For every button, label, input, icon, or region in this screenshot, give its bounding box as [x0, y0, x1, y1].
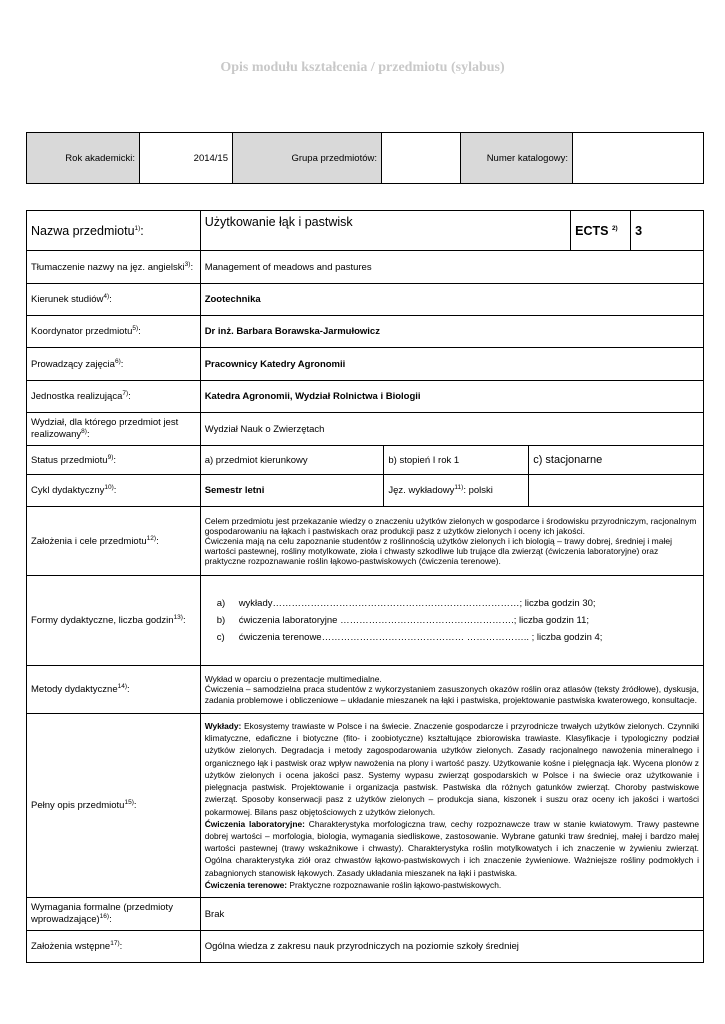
grupa-label: Grupa przedmiotów:: [233, 133, 382, 184]
kierunek-value: Zootechnika: [200, 284, 703, 316]
grupa-value: [382, 133, 461, 184]
rok-value: 2014/15: [140, 133, 233, 184]
status-c: c) stacjonarne: [529, 446, 704, 475]
prowadzacy-value: Pracownicy Katedry Agronomii: [200, 348, 703, 381]
cykl-value: Semestr letni: [200, 475, 384, 507]
jednostka-value: Katedra Agronomii, Wydział Rolnictwa i Biologii: [200, 381, 703, 413]
metody-value: Wykład w oparciu o prezentacje multimedialne. Ćwiczenia – samodzielna praca studentów z wykorzystaniem zasuszonych okazów roślin oraz atlasów (teksty źródłowe), dyskusja, zadania problemowe i obliczeniowe – układanie mieszanek na łąki i pastwiska, projektowanie pastwiska kwaterowego, konsultacje.: [200, 666, 703, 714]
formy-label: Formy dydaktyczne, liczba godzin$^{13)}$:: [27, 576, 201, 666]
metody-label: Metody dydaktyczne$^{14)}$:: [27, 666, 201, 714]
koordynator-value: Dr inż. Barbara Borawska-Jarmułowicz: [200, 316, 703, 348]
ects-label: ECTS $^{2)}$: [571, 211, 631, 251]
formy-value: [200, 576, 703, 666]
wydzial-value: Wydział Nauk o Zwierzętach: [200, 413, 703, 446]
tlumaczenie-value: Management of meadows and pastures: [200, 251, 703, 284]
wstepne-value: Ogólna wiedza z zakresu nauk przyrodniczych na poziomie szkoły średniej: [200, 931, 703, 963]
koordynator-label: Koordynator przedmiotu$^{5)}$:: [27, 316, 201, 348]
page-title: Opis modułu kształcenia / przedmiotu (sylabus): [220, 60, 505, 75]
syllabus-table: [26, 210, 704, 963]
status-a: a) przedmiot kierunkowy: [200, 446, 384, 475]
jezyk: Jęz. wykładowy$^{11)}$: polski: [384, 475, 529, 507]
header-table: [26, 132, 704, 184]
formy-item-terenowe: c) ćwiczenia terenowe……………………………………… ……………….. ; liczba godzin 4;: [216, 632, 603, 643]
prowadzacy-label: Prowadzący zajęcia$^{6)}$:: [27, 348, 201, 381]
rok-label: Rok akademicki:: [27, 133, 140, 184]
formy-item-laboratoryjne: b) ćwiczenia laboratoryjne ……………………………………………….; liczba godzin 11;: [216, 615, 590, 626]
kierunek-label: Kierunek studiów$^{4)}$:: [27, 284, 201, 316]
pelny-label: Pełny opis przedmiotu$^{15)}$:: [27, 714, 201, 898]
wymagania-label: Wymagania formalne (przedmioty wprowadzające)$^{16)}$:: [27, 898, 201, 931]
jednostka-label: Jednostka realizująca$^{7)}$:: [27, 381, 201, 413]
status-label: Status przedmiotu$^{9)}$:: [27, 446, 201, 475]
cykl-label: Cykl dydaktyczny$^{10)}$:: [27, 475, 201, 507]
numer-value: [573, 133, 704, 184]
status-b: b) stopień I rok 1: [384, 446, 529, 475]
nazwa-label: Nazwa przedmiotu$^{1)}$:: [27, 211, 201, 251]
nazwa-value: Użytkowanie łąk i pastwisk: [200, 211, 570, 251]
ects-value: 3: [631, 211, 704, 251]
wstepne-label: Założenia wstępne$^{17)}$:: [27, 931, 201, 963]
numer-label: Numer katalogowy:: [461, 133, 573, 184]
cykl-empty: [529, 475, 704, 507]
tlumaczenie-label: Tłumaczenie nazwy na jęz. angielski$^{3)}$:: [27, 251, 201, 284]
zalozenia-label: Założenia i cele przedmiotu$^{12)}$:: [27, 507, 201, 576]
wymagania-value: Brak: [200, 898, 703, 931]
formy-item-wyklady: a) wykłady……………………………………………………………………; liczba godzin 30;: [216, 598, 596, 609]
pelny-value: Wykłady: Ekosystemy trawiaste w Polsce i na świecie. Znaczenie gospodarcze i przyrodnicze trwałych użytków zielonych. Czynniki klimatyczne, edaficzne i biotyczne (fito- i zoobiotyczne) kształtujące zbiorowiska trawiaste. Klasyfikacje i typologiczny podział użytków zielonych. Degradacja i metody zagospodarowania użytków zielonych. Zasady racjonalnego nawożenia mineralnego i organicznego łąk i pastwisk oraz wpływ nawożenia na plony i wartość paszy. Użytkowanie kośne i pielęgnacja łąk. Wycena plonów z użytków zielonych i ocena jakości pasz. Systemy wypasu zwierząt gospodarskich w Polsce i na świecie oraz użytkowanie i pielęgnacja pastwisk. Projektowanie i organizacja pastwisk. Pastwiska dla różnych gatunków zwierząt. Choroby pastwiskowe zwierząt. Sposoby konserwacji pasz z użytków zielonych – produkcja siana, kiszonek i suszu oraz oceny ich jakości i wartości pokarmowej. Bilans pasz objętościowych z użytków zielonych. Ćwiczenia laboratoryjne: Charakterystyka morfologiczna traw, cechy rozpoznawcze traw w stanie kwiatowym. Trawy pastewne dobrej wartości – morfologia, biologia, wymagania siedliskowe, zastosowanie. Wybrane gatunki traw średniej, małej i bardzo małej wartości pastewnej (trawy wskaźnikowe i chwasty). Charakterystyka roślin motylkowatych i ich znaczenie w żywieniu zwierząt. Ogólna charakterystyka ziół oraz chwastów łąkowo-pastwiskowych i ich znaczenie żywieniowe. Ważniejsze rośliny podmokłych i zabagnionych stanowisk łąkowych. Zasady układania mieszanek na łąki i pastwiska. Ćwiczenia terenowe: Praktyczne rozpoznawanie roślin łąkowo-pastwiskowych.: [200, 714, 703, 898]
wydzial-label: Wydział, dla którego przedmiot jest realizowany$^{8)}$:: [27, 413, 201, 446]
zalozenia-value: Celem przedmiotu jest przekazanie wiedzy o znaczeniu użytków zielonych w gospodarce i środowisku przyrodniczym, racjonalnym gospodarowaniu na łąkach i pastwiskach oraz produkcji pasz z użytków zielonych i oceny ich jakości. Ćwiczenia mają na celu zapoznanie studentów z roślinnością użytków zielonych i ich biologią – trawy dobrej, średniej i małej wartości pastewnej, rośliny motylkowate, zioła i chwasty szkodliwe lub trujące dla zwierząt (ćwiczenia laboratoryjne) oraz praktyczne rozpoznawanie roślin łąkowo-pastwiskowych (ćwiczenia terenowe).: [200, 507, 703, 576]
